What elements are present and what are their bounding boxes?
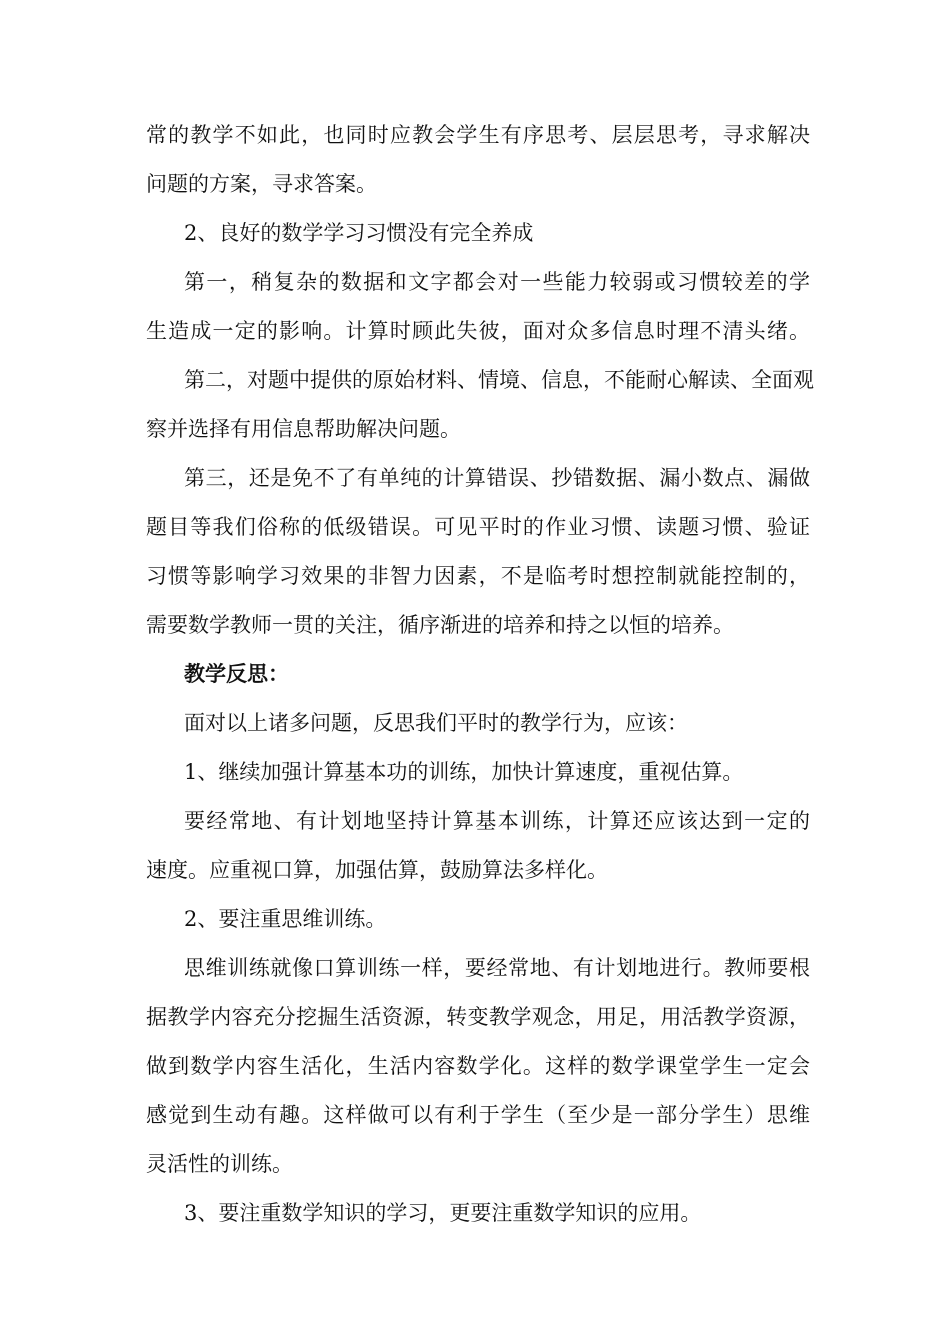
paragraph-line: 据教学内容充分挖掘生活资源，转变教学观念，用足，用活教学资源， [146,1005,810,1029]
paragraph-line: 做到数学内容生活化，生活内容数学化。这样的数学课堂学生一定会 [146,1054,810,1078]
paragraph-line: 要经常地、有计划地坚持计算基本训练，计算还应该达到一定的 [184,809,810,833]
paragraph-line: 题目等我们俗称的低级错误。可见平时的作业习惯、读题习惯、验证 [146,515,810,539]
list-heading: 1、继续加强计算基本功的训练，加快计算速度，重视估算。 [184,760,744,784]
paragraph-line: 第三，还是免不了有单纯的计算错误、抄错数据、漏小数点、漏做 [184,466,810,490]
paragraph-line: 思维训练就像口算训练一样，要经常地、有计划地进行。教师要根 [184,956,810,980]
list-heading: 2、要注重思维训练。 [184,907,387,931]
paragraph-line: 需要数学教师一贯的关注，循序渐进的培养和持之以恒的培养。 [146,613,734,637]
section-title: 教学反思： [184,661,289,686]
paragraph-line: 察并选择有用信息帮助解决问题。 [146,417,461,441]
paragraph-line: 灵活性的训练。 [146,1152,293,1176]
paragraph-line: 第二，对题中提供的原始材料、情境、信息，不能耐心解读、全面观 [184,368,814,392]
paragraph-line: 感觉到生动有趣。这样做可以有利于学生（至少是一部分学生）思维 [146,1103,810,1127]
paragraph-line: 面对以上诸多问题，反思我们平时的教学行为，应该： [184,711,688,735]
paragraph-line: 第一，稍复杂的数据和文字都会对一些能力较弱或习惯较差的学 [184,270,810,294]
section-heading: 2、良好的数学学习习惯没有完全养成 [184,221,534,245]
paragraph-line: 习惯等影响学习效果的非智力因素，不是临考时想控制就能控制的， [146,564,810,588]
paragraph-line: 问题的方案，寻求答案。 [146,172,377,196]
paragraph-line: 速度。应重视口算，加强估算，鼓励算法多样化。 [146,858,608,882]
list-heading: 3、要注重数学知识的学习，更要注重数学知识的应用。 [184,1201,702,1225]
paragraph-line: 生造成一定的影响。计算时顾此失彼，面对众多信息时理不清头绪。 [146,319,810,343]
paragraph-line: 常的教学不如此，也同时应教会学生有序思考、层层思考，寻求解决 [146,123,810,147]
